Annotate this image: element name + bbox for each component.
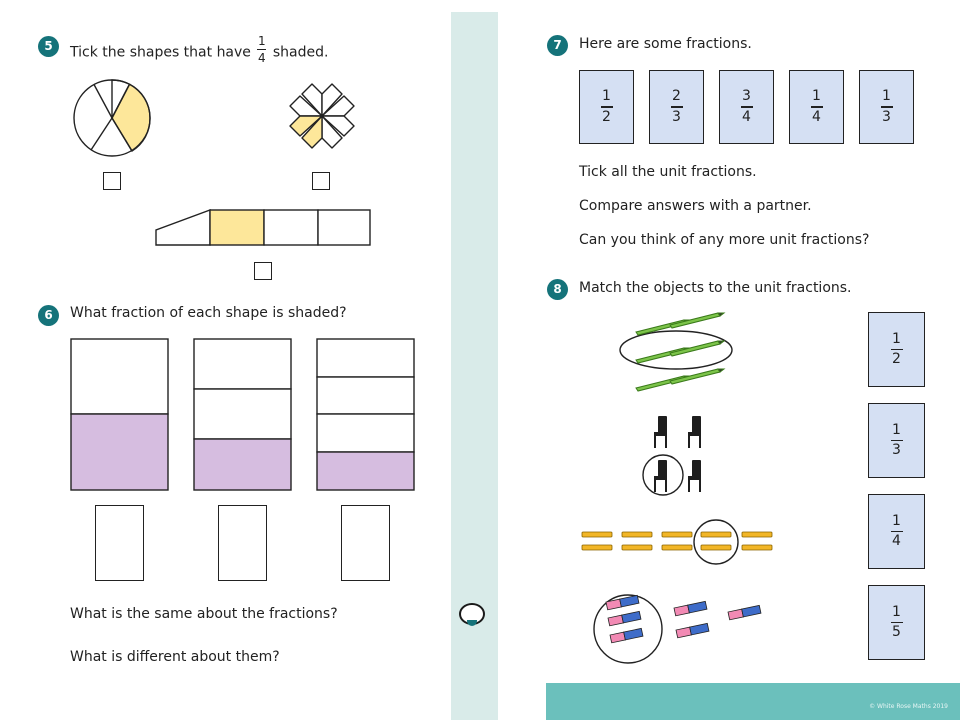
fraction-numerator: 1 bbox=[892, 421, 901, 438]
fraction-bar bbox=[811, 106, 823, 107]
fraction-numerator: 3 bbox=[742, 88, 751, 105]
fraction-denominator: 3 bbox=[892, 442, 901, 459]
fraction-denominator: 5 bbox=[892, 624, 901, 641]
answer-box-2[interactable] bbox=[218, 505, 267, 581]
question-5-text bbox=[70, 34, 329, 68]
pencils-group bbox=[614, 308, 738, 392]
question-8-number: 8 bbox=[547, 279, 568, 300]
fraction-cards-row bbox=[579, 70, 914, 144]
sticks-group bbox=[580, 516, 776, 568]
fraction-denominator: 3 bbox=[672, 108, 681, 125]
fraction-numerator: 1 bbox=[812, 88, 821, 105]
answer-box-1[interactable] bbox=[95, 505, 144, 581]
erasers-group bbox=[592, 590, 768, 668]
circle-shape bbox=[70, 77, 154, 159]
fraction-denominator: 3 bbox=[882, 108, 891, 125]
question-6-text: What fraction of each shape is shaded? bbox=[70, 305, 347, 321]
fraction-card[interactable] bbox=[649, 70, 704, 144]
shape-quarters bbox=[316, 338, 416, 491]
fraction-numerator: 1 bbox=[892, 512, 901, 529]
chairs-group bbox=[642, 412, 714, 498]
unit-fraction-card[interactable] bbox=[868, 403, 925, 478]
answer-box-3[interactable] bbox=[341, 505, 390, 581]
question-7-line-1: Tick all the unit fractions. bbox=[579, 164, 757, 180]
fraction-numerator: 1 bbox=[602, 88, 611, 105]
bar-shape bbox=[154, 208, 372, 248]
fraction-denominator: 4 bbox=[892, 533, 901, 550]
fraction-bar bbox=[891, 531, 903, 532]
question-7-line-3: Can you think of any more unit fractions? bbox=[579, 232, 870, 248]
fraction-numerator: 1 bbox=[258, 34, 266, 48]
fraction-bar bbox=[601, 106, 613, 107]
fraction-bar bbox=[741, 106, 753, 107]
shape-halves bbox=[70, 338, 170, 491]
unit-fraction-card[interactable] bbox=[868, 494, 925, 569]
fraction-denominator: 4 bbox=[258, 51, 266, 66]
fraction-numerator: 1 bbox=[892, 330, 901, 347]
fraction-bar bbox=[891, 622, 903, 623]
fraction-numerator: 2 bbox=[672, 88, 681, 105]
fraction-denominator: 2 bbox=[892, 351, 901, 368]
question-5-text-after: shaded. bbox=[272, 44, 329, 61]
question-7-text: Here are some fractions. bbox=[579, 36, 752, 52]
fraction-bar bbox=[671, 106, 683, 107]
fraction-card[interactable] bbox=[579, 70, 634, 144]
footer-copyright: © White Rose Maths 2019 bbox=[869, 703, 948, 710]
question-5-text-before: Tick the shapes that have bbox=[70, 44, 251, 61]
fraction-numerator: 1 bbox=[882, 88, 891, 105]
discussion-bubble-icon bbox=[459, 603, 485, 626]
question-7-number: 7 bbox=[547, 35, 568, 56]
tickbox-bar[interactable] bbox=[254, 262, 272, 280]
fraction-denominator: 2 bbox=[602, 108, 611, 125]
question-6-different: What is different about them? bbox=[70, 649, 280, 665]
fraction-card[interactable] bbox=[789, 70, 844, 144]
question-7-line-2: Compare answers with a partner. bbox=[579, 198, 812, 214]
footer-bar bbox=[546, 683, 960, 720]
fraction-card[interactable] bbox=[859, 70, 914, 144]
question-5-number: 5 bbox=[38, 36, 59, 57]
unit-fraction-card[interactable] bbox=[868, 585, 925, 660]
fraction-bar bbox=[891, 440, 903, 441]
question-6-same: What is the same about the fractions? bbox=[70, 606, 338, 622]
question-8-text: Match the objects to the unit fractions. bbox=[579, 280, 852, 296]
fraction-bar bbox=[891, 349, 903, 350]
question-5-fraction bbox=[257, 34, 266, 65]
fraction-denominator: 4 bbox=[812, 108, 821, 125]
fraction-numerator: 1 bbox=[892, 603, 901, 620]
fraction-card[interactable] bbox=[719, 70, 774, 144]
flower-shape bbox=[282, 74, 362, 158]
fraction-denominator: 4 bbox=[742, 108, 751, 125]
tickbox-circle[interactable] bbox=[103, 172, 121, 190]
fraction-bar bbox=[881, 106, 893, 107]
fraction-bar bbox=[257, 49, 266, 50]
question-6-number: 6 bbox=[38, 305, 59, 326]
unit-fraction-card[interactable] bbox=[868, 312, 925, 387]
tickbox-flower[interactable] bbox=[312, 172, 330, 190]
shape-thirds bbox=[193, 338, 293, 491]
